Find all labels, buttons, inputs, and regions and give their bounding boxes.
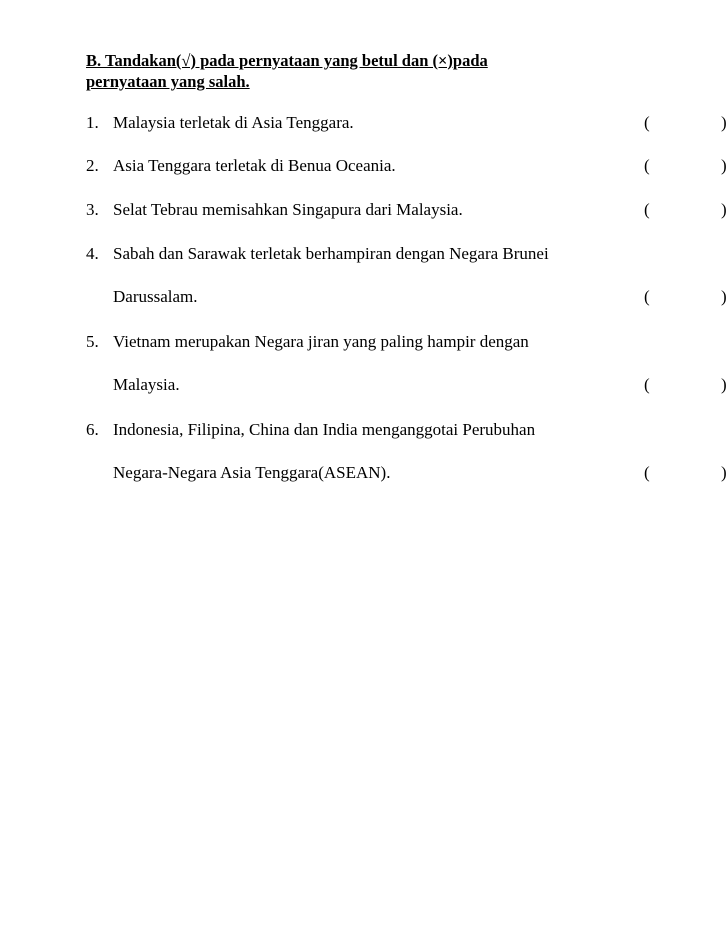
statement-text: Asia Tenggara terletak di Benua Oceania. [113, 156, 396, 175]
statement-text: Sabah dan Sarawak terletak berhampiran dengan Negara Brunei [113, 244, 549, 263]
answer-open-bracket: ( [644, 156, 650, 175]
statement-text: Negara-Negara Asia Tenggara(ASEAN). [113, 463, 391, 482]
answer-close-bracket: ) [721, 156, 727, 175]
statement-text: Indonesia, Filipina, China dan India menganggotai Perubuhan [113, 420, 536, 439]
statement-text: Malaysia. [113, 375, 180, 394]
answer-open-bracket: ( [644, 287, 650, 306]
answer-open-bracket: ( [644, 200, 650, 219]
answer-open-bracket: ( [644, 463, 650, 482]
item-number: 2. [86, 156, 99, 175]
statement-text: Vietnam merupakan Negara jiran yang paling hampir dengan [113, 332, 529, 351]
item-number: 6. [86, 420, 99, 439]
answer-close-bracket: ) [721, 200, 727, 219]
statement-text: Malaysia terletak di Asia Tenggara. [113, 113, 354, 132]
heading-line-1: B. Tandakan(√) pada pernyataan yang betul dan (×)pada [86, 51, 488, 70]
heading-line-2: pernyataan yang salah. [86, 72, 250, 91]
answer-open-bracket: ( [644, 113, 650, 132]
item-number: 5. [86, 332, 99, 351]
answer-close-bracket: ) [721, 113, 727, 132]
answer-close-bracket: ) [721, 463, 727, 482]
answer-close-bracket: ) [721, 375, 727, 394]
item-number: 1. [86, 113, 99, 132]
answer-close-bracket: ) [721, 287, 727, 306]
answer-open-bracket: ( [644, 375, 650, 394]
statement-text: Selat Tebrau memisahkan Singapura dari Malaysia. [113, 200, 463, 219]
section-heading [86, 50, 606, 92]
item-number: 4. [86, 244, 99, 263]
item-number: 3. [86, 200, 99, 219]
statement-text: Darussalam. [113, 287, 198, 306]
